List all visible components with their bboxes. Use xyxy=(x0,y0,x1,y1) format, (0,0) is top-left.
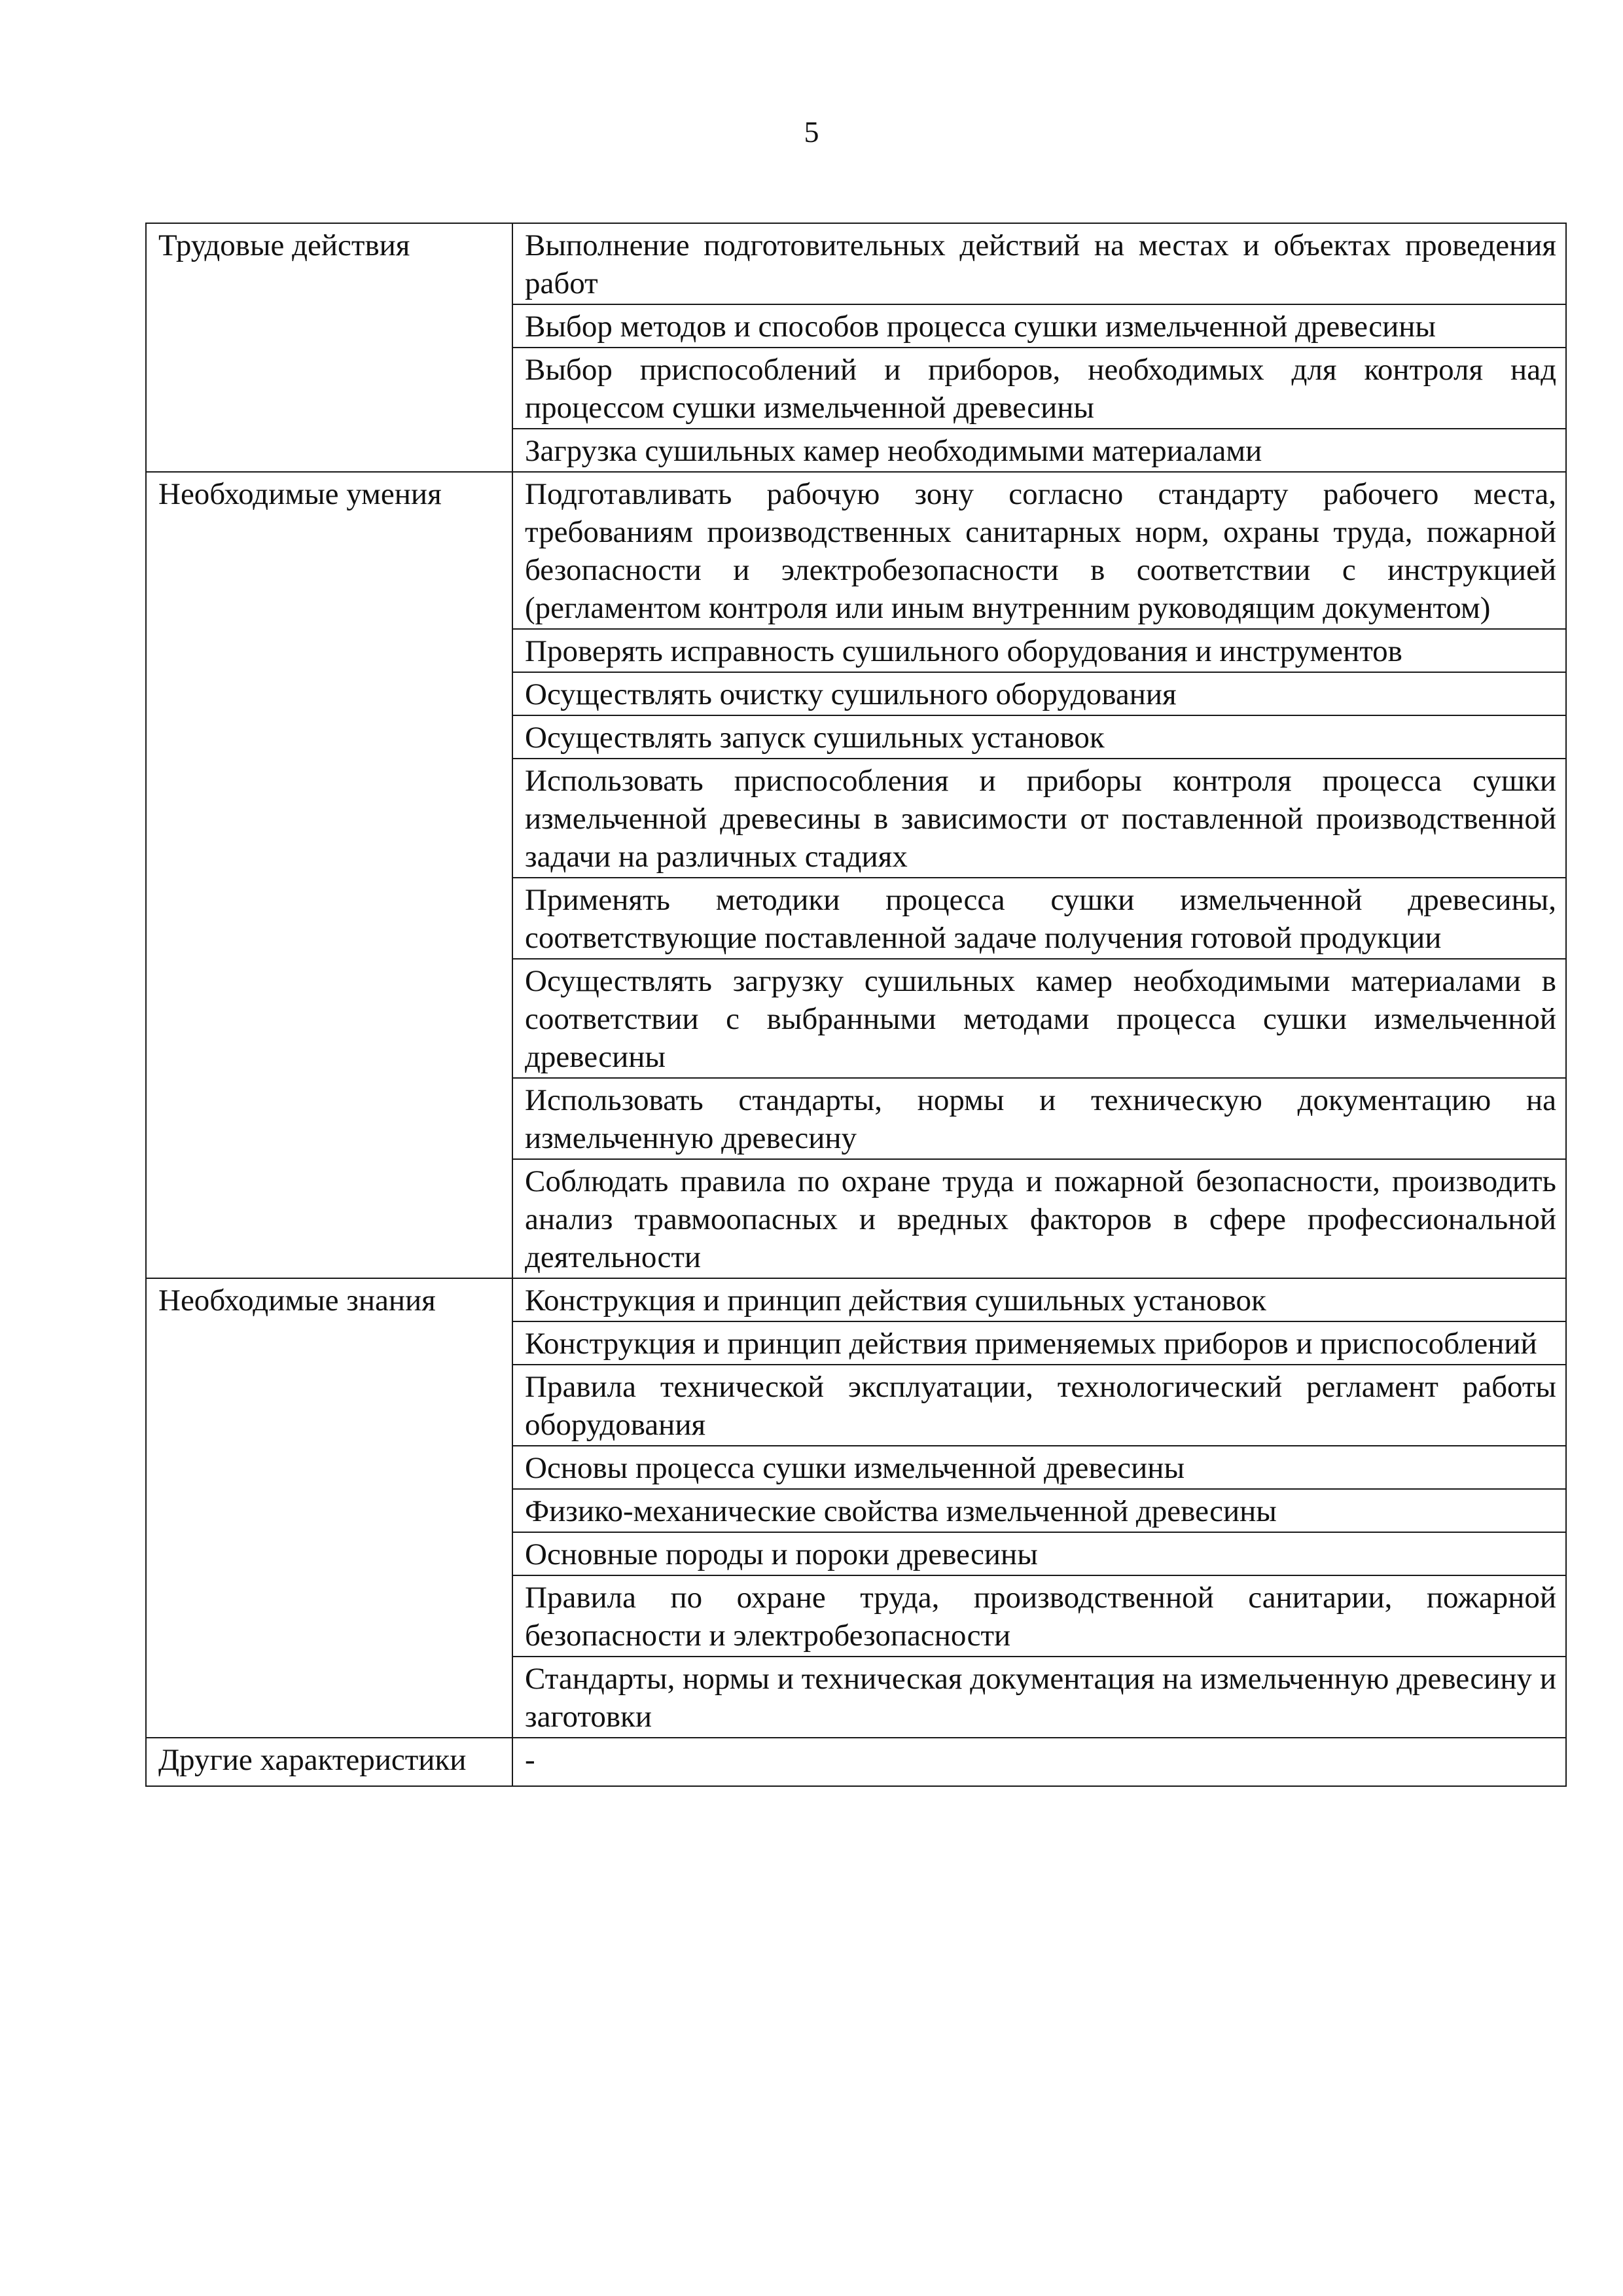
section-label-other-characteristics: Другие характеристики xyxy=(146,1738,512,1786)
skill-item: Использовать стандарты, нормы и техническую документацию на измельченную древесину xyxy=(512,1078,1566,1159)
skill-item: Подготавливать рабочую зону согласно стандарту рабочего места, требованиям производственных санитарных норм, охраны труда, пожарной безопасности и электробезопасности в соответствии с инструкцией (регламентом контроля или иным внутренним руководящим документом) xyxy=(512,472,1566,629)
table-row xyxy=(146,223,1566,304)
knowledge-item: Основные породы и пороки древесины xyxy=(512,1532,1566,1575)
section-label-required-knowledge: Необходимые знания xyxy=(146,1278,512,1738)
page-number: 5 xyxy=(804,115,819,149)
knowledge-item: Физико-механические свойства измельченной древесины xyxy=(512,1489,1566,1532)
skill-item: Соблюдать правила по охране труда и пожарной безопасности, производить анализ травмоопасных и вредных факторов в сфере профессиональной деятельности xyxy=(512,1159,1566,1278)
knowledge-item: Конструкция и принцип действия применяемых приборов и приспособлений xyxy=(512,1321,1566,1365)
knowledge-item: Основы процесса сушки измельченной древесины xyxy=(512,1446,1566,1489)
skill-item: Осуществлять запуск сушильных установок xyxy=(512,715,1566,759)
table-row xyxy=(146,472,1566,629)
table-row xyxy=(146,1738,1566,1786)
knowledge-item: Правила технической эксплуатации, технологический регламент работы оборудования xyxy=(512,1365,1566,1446)
section-label-required-skills: Необходимые умения xyxy=(146,472,512,1278)
qualification-table xyxy=(145,223,1567,1787)
skill-item: Применять методики процесса сушки измельченной древесины, соответствующие поставленной задаче получения готовой продукции xyxy=(512,878,1566,959)
knowledge-item: Конструкция и принцип действия сушильных установок xyxy=(512,1278,1566,1321)
section-label-labor-actions: Трудовые действия xyxy=(146,223,512,472)
labor-action-item: Загрузка сушильных камер необходимыми материалами xyxy=(512,429,1566,472)
skill-item: Проверять исправность сушильного оборудования и инструментов xyxy=(512,629,1566,672)
skill-item: Осуществлять очистку сушильного оборудования xyxy=(512,672,1566,715)
labor-action-item: Выполнение подготовительных действий на местах и объектах проведения работ xyxy=(512,223,1566,304)
other-characteristics-item: - xyxy=(512,1738,1566,1786)
labor-action-item: Выбор методов и способов процесса сушки измельченной древесины xyxy=(512,304,1566,348)
labor-action-item: Выбор приспособлений и приборов, необходимых для контроля над процессом сушки измельченной древесины xyxy=(512,348,1566,429)
knowledge-item: Стандарты, нормы и техническая документация на измельченную древесину и заготовки xyxy=(512,1657,1566,1738)
skill-item: Использовать приспособления и приборы контроля процесса сушки измельченной древесины в зависимости от поставленной производственной задачи на различных стадиях xyxy=(512,759,1566,878)
knowledge-item: Правила по охране труда, производственной санитарии, пожарной безопасности и электробезопасности xyxy=(512,1575,1566,1657)
skill-item: Осуществлять загрузку сушильных камер необходимыми материалами в соответствии с выбранными методами процесса сушки измельченной древесины xyxy=(512,959,1566,1078)
table-row xyxy=(146,1278,1566,1321)
